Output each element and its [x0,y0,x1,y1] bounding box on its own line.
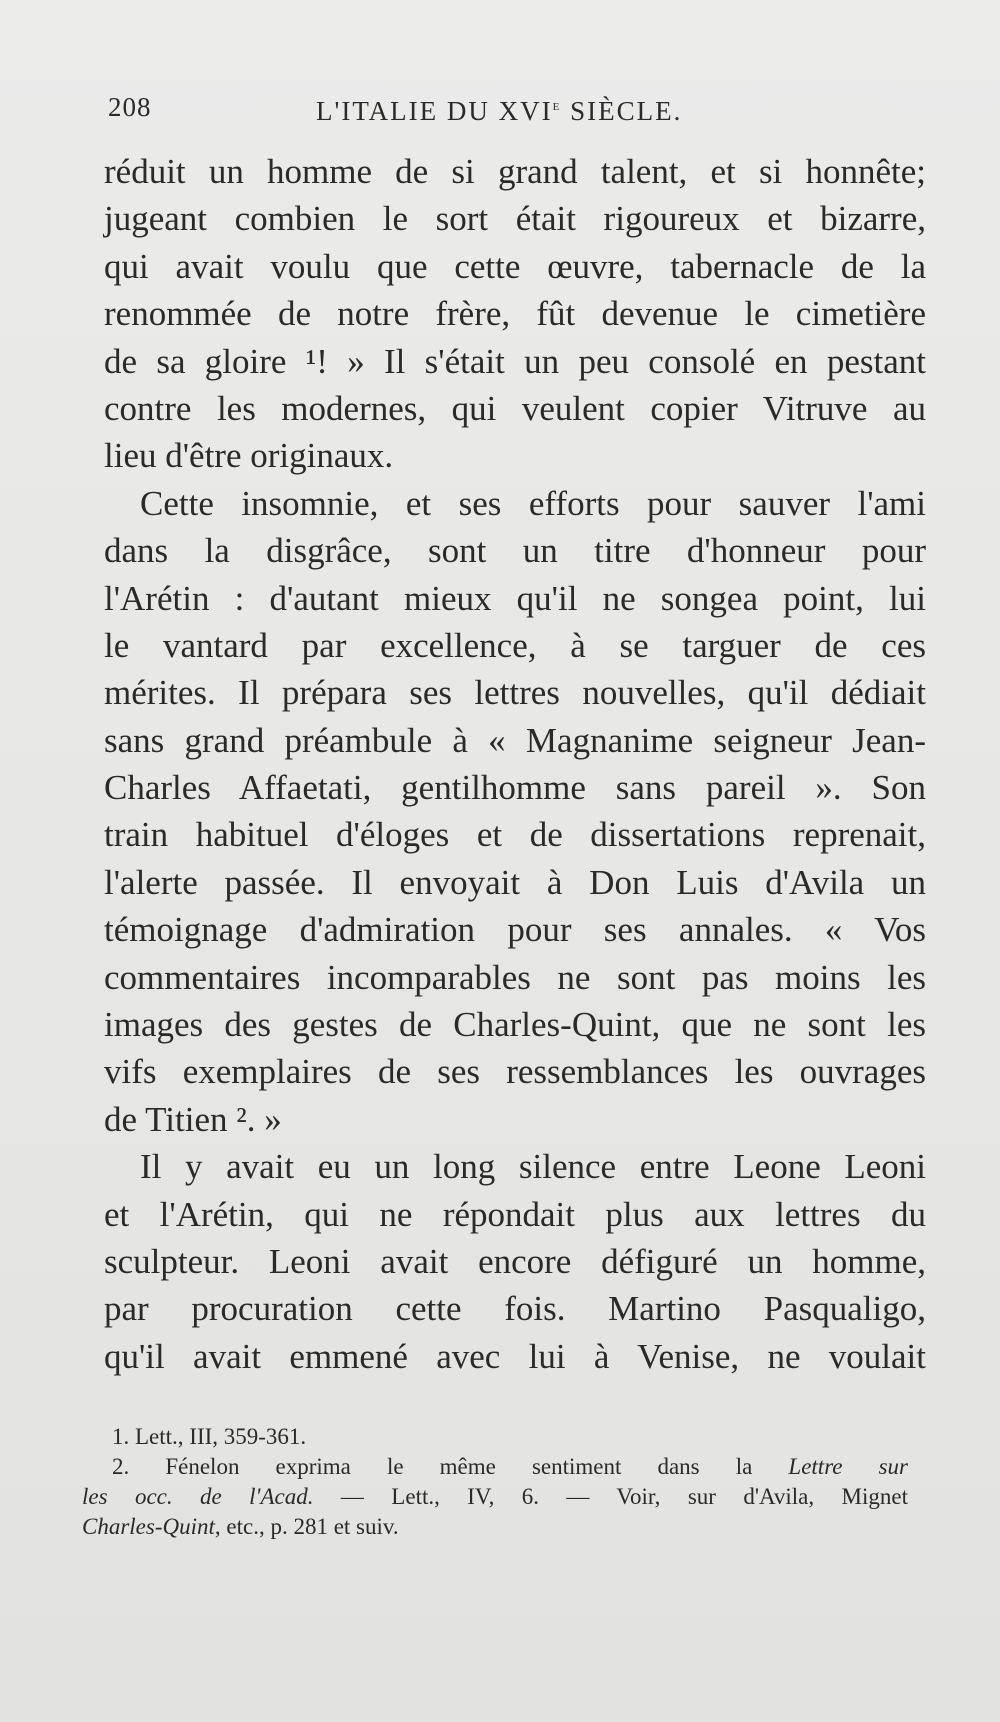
page-number: 208 [108,92,152,122]
footnote-2-italic: Lettre sur [788,1454,908,1479]
text-line: renommée de notre frère, fût devenue le cimetière [104,294,926,334]
text-line: témoignage d'admiration pour ses annales. « Vos [104,910,926,950]
text-line: train habituel d'éloges et de dissertations reprenait, [104,815,926,855]
footnote-2-line-1 [82,1452,908,1482]
text-line: par procuration cette fois. Martino Pasqualigo, [104,1289,926,1329]
text-line: mérites. Il prépara ses lettres nouvelles, qu'il dédiait [104,673,926,713]
text-line: sans grand préambule à « Magnanime seigneur Jean- [104,720,926,760]
body-text [104,148,926,1380]
footnote-2-italic: Charles-Quint [82,1514,215,1539]
running-title-text: L'ITALIE DU XVI [316,96,553,126]
footnote-2-line-2 [82,1482,908,1512]
footnote-2-text: 2. Fénelon exprima le même sentiment dans la [112,1454,789,1479]
footnotes [82,1422,908,1542]
text-line: Charles Affaetati, gentilhomme sans pareil ». Son [104,768,926,808]
text-line: le vantard par excellence, à se targuer de ces [104,625,926,665]
footnote-1: 1. Lett., III, 359-361. [112,1424,307,1449]
text-line: l'alerte passée. Il envoyait à Don Luis d'Avila un [104,862,926,902]
footnote-2-text: , etc., p. 281 et suiv. [214,1514,399,1539]
text-line: contre les modernes, qui veulent copier Vitruve au [104,388,926,428]
page-header [108,92,718,132]
text-line: qu'il avait emmené avec lui à Venise, ne voulait [104,1336,926,1376]
running-title-end: SIÈCLE. [561,96,683,126]
running-title-superscript: e [552,98,562,114]
text-line: dans la disgrâce, sont un titre d'honneur pour [104,531,926,571]
footnote-2-text: — Lett., IV, 6. — Voir, sur d'Avila, Mignet [313,1484,908,1509]
text-line: de Titien ². » [104,1099,282,1139]
text-line: l'Arétin : d'autant mieux qu'il ne songea point, lui [104,578,926,618]
running-title [316,96,682,127]
text-line: et l'Arétin, qui ne répondait plus aux lettres du [104,1194,926,1234]
text-line: vifs exemplaires de ses ressemblances les ouvrages [104,1052,926,1092]
text-line: de sa gloire ¹! » Il s'était un peu consolé en pestant [104,341,926,381]
footnote-2-italic: les occ. de l'Acad. [82,1484,314,1509]
text-line: lieu d'être originaux. [104,436,394,476]
text-line: Il y avait eu un long silence entre Leone Leoni [140,1147,926,1187]
text-line: jugeant combien le sort était rigoureux et bizarre, [104,199,926,239]
footnote-2-line-3 [82,1512,908,1542]
text-line: Cette insomnie, et ses efforts pour sauver l'ami [140,483,926,523]
text-line: sculpteur. Leoni avait encore défiguré un homme, [104,1241,926,1281]
text-line: images des gestes de Charles-Quint, que ne sont les [104,1005,926,1045]
text-line: commentaires incomparables ne sont pas moins les [104,957,926,997]
text-line: réduit un homme de si grand talent, et si honnête; [104,152,926,191]
text-line: qui avait voulu que cette œuvre, tabernacle de la [104,246,926,286]
